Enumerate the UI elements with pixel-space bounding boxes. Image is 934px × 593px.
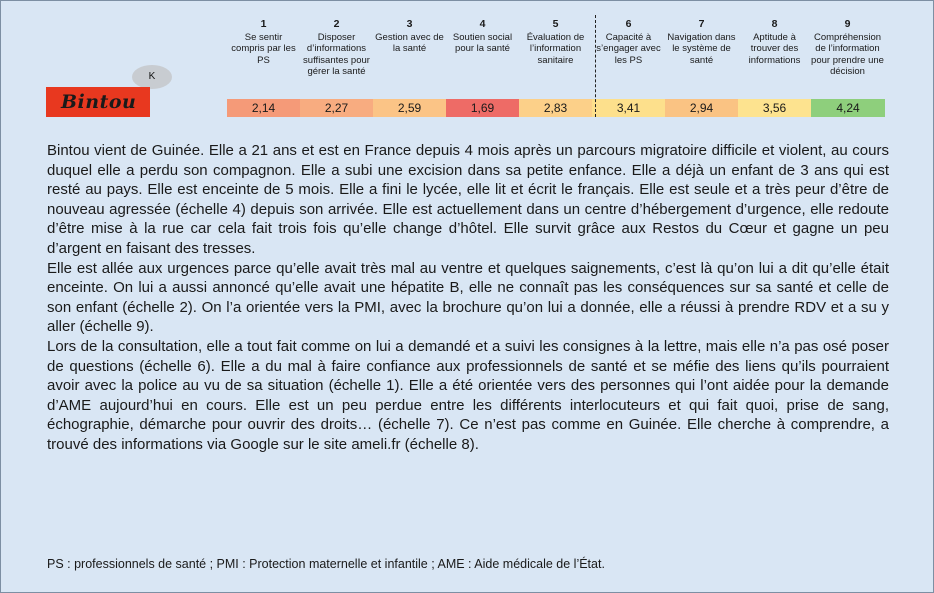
narrative-paragraph: Bintou vient de Guinée. Elle a 21 ans et est en France depuis 4 mois après un parcours migratoire difficile et violent, au cours duquel elle a perdu son compagnon. Elle a subi une excision dans sa petite enfance. Elle a déjà un enfant de 3 ans qui est resté au pays. Elle est enceinte de 5 mois. Elle a fini le lycée, elle lit et écrit le français. Elle est seule et a très peur d’être de nouveau agressée (échelle 4) depuis son arrivée. Elle est actuellement dans un centre d’hébergement d’urgence, elle redoute d’être mise à la rue car cela fait trois fois qu’elle change d’hôtel. Elle survit grâce aux Restos du Cœur et gagne un peu d’argent en faisant des tresses. — [47, 142, 889, 257]
scale-label: Se sentir compris par les PS — [231, 31, 296, 66]
scale-header-7 — [665, 19, 738, 97]
score-cell-8: 3,56 — [738, 99, 811, 117]
scales-table — [227, 19, 885, 117]
scale-group-divider — [595, 15, 596, 117]
score-cell-7: 2,94 — [665, 99, 738, 117]
scale-number: 9 — [844, 18, 851, 30]
scale-header-4 — [446, 19, 519, 97]
scale-label: Navigation dans le système de santé — [667, 31, 736, 66]
scale-number: 6 — [625, 18, 632, 30]
score-cell-1: 2,14 — [227, 99, 300, 117]
scale-number: 7 — [698, 18, 705, 30]
scale-label: Capacité à s’engager avec les PS — [596, 31, 661, 66]
patient-name: Bintou — [61, 91, 137, 113]
score-cell-4: 1,69 — [446, 99, 519, 117]
scale-header-8 — [738, 19, 811, 97]
scale-header-2 — [300, 19, 373, 97]
narrative-paragraph: Lors de la consultation, elle a tout fait comme on lui a demandé et a suivi les consignes à la lettre, mais elle n’a pas osé poser de questions (échelle 6). Elle a du mal à faire confiance aux professionnels de santé et se méfie des liens qu’ils pourraient avoir avec la police au vu de sa situation (échelle 1). Elle a été orientée vers des personnes qui l’ont aidée pour la demande d’AME aujourd’hui en cours. Elle est un peu perdue entre les différents interlocuteurs et qui fait quoi, prise de sang, échographie, démarche pour ouvrir des droits… (échelle 7). Ce n’est pas comme en Guinée. Elle cherche à comprendre, a trouvé des informations via Google sur le site ameli.fr (échelle 8). — [47, 337, 889, 453]
scale-number: 5 — [552, 18, 559, 30]
scale-header-5 — [519, 19, 592, 97]
scale-number: 3 — [406, 18, 413, 30]
scale-label: Compréhension de l’information pour prendre une décision — [811, 31, 884, 77]
scale-number: 1 — [260, 18, 267, 30]
scale-header-9 — [811, 19, 884, 97]
scale-label: Soutien social pour la santé — [452, 31, 513, 54]
case-narrative — [47, 141, 889, 455]
scale-header-1 — [227, 19, 300, 97]
scale-number: 2 — [333, 18, 340, 30]
scale-header-3 — [373, 19, 446, 97]
narrative-paragraph: Elle est allée aux urgences parce qu’elle avait très mal au ventre et quelques saignements, c’est là qu’on lui a dit qu’elle était enceinte. On lui a aussi annoncé qu’elle avait une hépatite B, elle ne connaît pas les conséquences sur sa santé et celle de son enfant (échelle 2). On l’a orientée vers la PMI, avec la brochure qu’on lui a donnée, elle a réussi à prendre RDV et a su y aller (échelle 9). — [47, 259, 889, 336]
scale-label: Disposer d’informations suffisantes pour gérer la santé — [303, 31, 370, 77]
footnote: PS : professionnels de santé ; PMI : Protection maternelle et infantile ; AME : Aide médicale de l’État. — [47, 557, 605, 571]
scale-label: Gestion avec de la santé — [375, 31, 444, 54]
scale-label: Évaluation de l’information sanitaire — [526, 31, 585, 66]
scale-number: 8 — [771, 18, 778, 30]
scale-header-6 — [592, 19, 665, 97]
scale-number: 4 — [479, 18, 486, 30]
scores-row — [227, 99, 885, 117]
score-cell-2: 2,27 — [300, 99, 373, 117]
scale-label: Aptitude à trouver des informations — [748, 31, 801, 66]
score-cell-6: 3,41 — [592, 99, 665, 117]
score-cell-9: 4,24 — [811, 99, 885, 117]
group-badge: K — [132, 65, 172, 89]
score-cell-5: 2,83 — [519, 99, 592, 117]
score-cell-3: 2,59 — [373, 99, 446, 117]
